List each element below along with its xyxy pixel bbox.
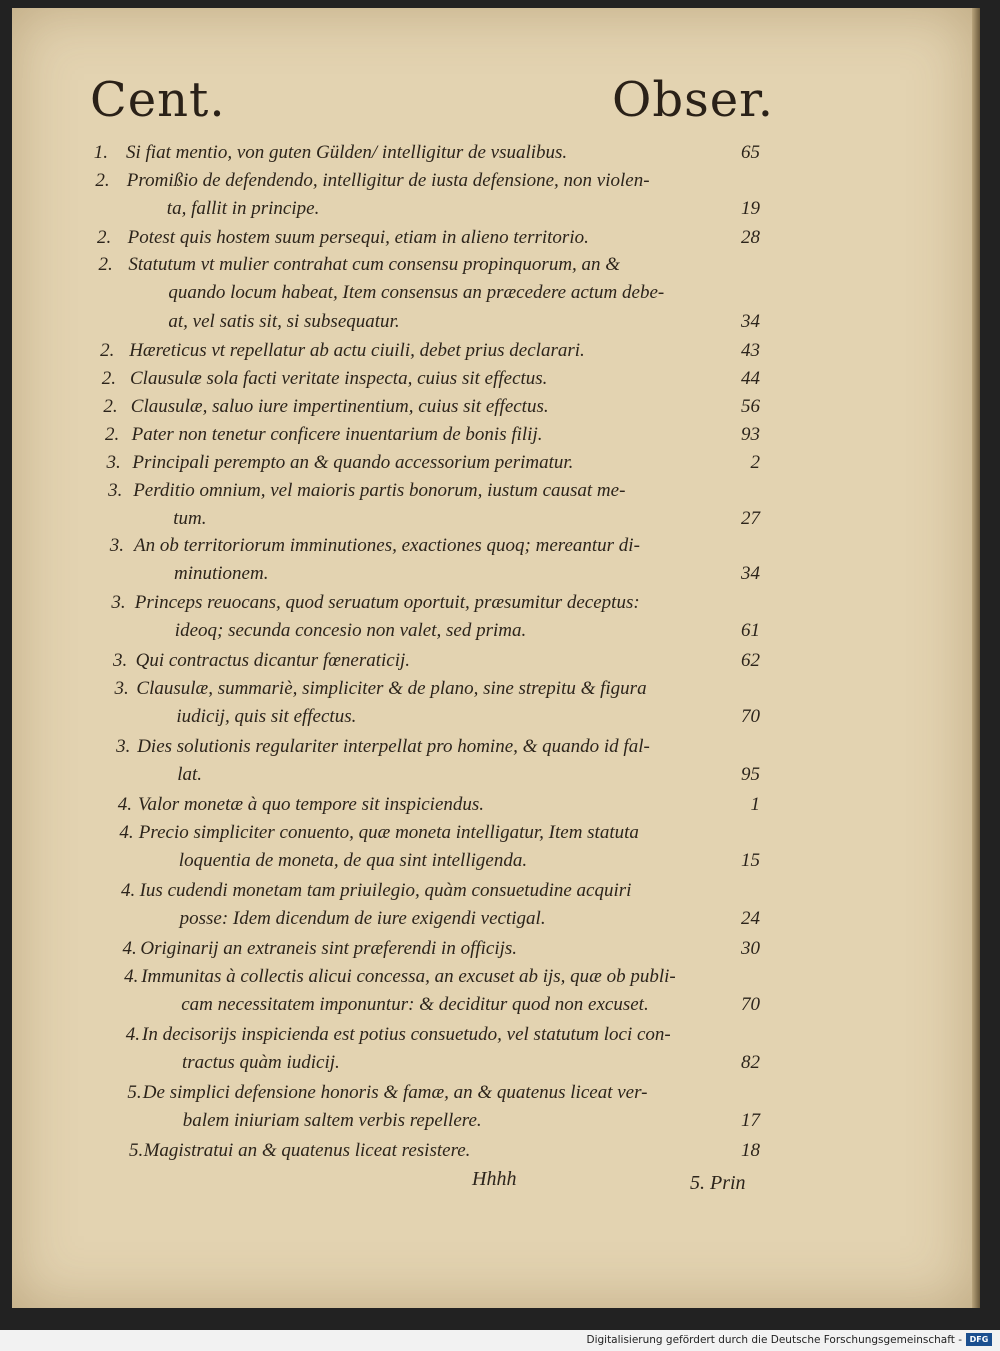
footer-bar	[0, 1330, 1000, 1351]
entry-page-number: 30	[741, 938, 760, 959]
entry-line	[0, 764, 1000, 793]
entry-text: Originarij an extraneis sint præferendi in officijs.	[140, 938, 518, 959]
index-entry	[0, 592, 1000, 649]
entry-text: iudicij, quis sit effectus.	[176, 706, 357, 727]
entry-line	[0, 736, 1000, 764]
index-entry	[0, 452, 1000, 480]
entry-line	[0, 480, 1000, 508]
entry-text: tum.	[173, 508, 207, 529]
index-entry	[0, 340, 1000, 368]
entry-line	[0, 620, 1000, 649]
index-entry	[0, 880, 1000, 937]
entry-line	[0, 254, 1000, 282]
entry-line	[0, 170, 1000, 198]
index-entry	[0, 736, 1000, 793]
entry-number: 3.	[116, 736, 131, 757]
entry-text: Promißio de defendendo, intelligitur de iusta defensione, non violen-	[126, 170, 650, 191]
entry-text: Clausulæ, saluo iure impertinentium, cuius sit effectus.	[130, 396, 549, 417]
entry-number: 2.	[98, 254, 113, 275]
catchword: 5. Prin	[690, 1172, 746, 1194]
index-entry	[0, 822, 1000, 879]
entry-line	[0, 1110, 1000, 1139]
index-entry	[0, 1082, 1000, 1139]
entry-line	[0, 1052, 1000, 1081]
entry-page-number: 28	[741, 227, 760, 248]
entry-text: balem iniuriam saltem verbis repellere.	[182, 1110, 482, 1131]
entry-text: Hæreticus vt repellatur ab actu ciuili, debet prius declarari.	[129, 340, 585, 361]
entry-line	[0, 994, 1000, 1023]
entry-text: tractus quàm iudicij.	[182, 1052, 340, 1073]
entry-line	[0, 908, 1000, 937]
entry-page-number: 62	[741, 650, 760, 671]
entry-number: 4.	[122, 938, 137, 959]
entry-text: Immunitas à collectis alicui concessa, an excuset ab ijs, quæ ob publi-	[141, 966, 676, 987]
index-entry	[0, 480, 1000, 537]
entry-page-number: 15	[741, 850, 760, 871]
entry-page-number: 65	[741, 142, 760, 163]
entry-text: Potest quis hostem suum persequi, etiam in alieno territorio.	[127, 227, 589, 248]
entry-number: 1.	[93, 142, 108, 163]
entry-line	[0, 508, 1000, 537]
entry-text: Statutum vt mulier contrahat cum consensu propinquorum, an &	[128, 254, 621, 275]
index-entry	[0, 1024, 1000, 1081]
entry-line	[0, 938, 1000, 966]
entry-number: 2.	[103, 396, 118, 417]
index-entry	[0, 396, 1000, 424]
entry-text: Pater non tenetur conficere inuentarium de bonis filij.	[131, 424, 543, 445]
entry-text: Precio simpliciter conuento, quæ moneta intelligatur, Item statuta	[138, 822, 639, 843]
entry-text: minutionem.	[174, 563, 269, 584]
entry-page-number: 95	[741, 764, 760, 785]
entry-text: posse: Idem dicendum de iure exigendi vectigal.	[179, 908, 546, 929]
entry-number: 2.	[95, 170, 110, 191]
entry-text: Perditio omnium, vel maioris partis bonorum, iustum causat me-	[133, 480, 626, 501]
entry-line	[0, 650, 1000, 678]
signature-mark: Hhhh	[472, 1168, 517, 1190]
entry-line	[0, 282, 1000, 311]
entry-page-number: 43	[741, 340, 760, 361]
entry-line	[0, 142, 1000, 170]
entry-line	[0, 1140, 1000, 1168]
index-entry	[0, 424, 1000, 452]
index-entry	[0, 254, 1000, 340]
entry-page-number: 2	[750, 452, 760, 473]
entry-line	[0, 227, 1000, 255]
entry-number: 3.	[111, 592, 126, 613]
entry-line	[0, 966, 1000, 994]
entry-line	[0, 1082, 1000, 1110]
entry-text: ideoq; secunda concesio non valet, sed prima.	[174, 620, 527, 641]
entry-number: 3.	[112, 650, 128, 671]
entry-text: In decisorijs inspicienda est potius consuetudo, vel statutum loci con-	[142, 1024, 671, 1045]
entry-line	[0, 1024, 1000, 1052]
entry-text: Qui contractus dicantur fœneraticij.	[135, 650, 411, 671]
entry-page-number: 34	[741, 563, 760, 584]
entry-number: 4.	[120, 880, 136, 901]
entry-page-number: 70	[741, 706, 760, 727]
index-entry	[0, 1140, 1000, 1168]
index-entry	[0, 794, 1000, 822]
entry-line	[0, 535, 1000, 563]
index-entry	[0, 535, 1000, 592]
entry-number: 4.	[119, 822, 134, 843]
entry-line	[0, 592, 1000, 620]
entry-number: 3.	[108, 480, 123, 501]
entry-page-number: 19	[741, 198, 760, 219]
entry-line	[0, 880, 1000, 908]
entry-number: 5.	[127, 1082, 142, 1103]
entry-page-number: 61	[741, 620, 760, 641]
index-entry	[0, 170, 1000, 227]
entry-text: loquentia de moneta, de qua sint intelligenda.	[178, 850, 528, 871]
entry-number: 4.	[125, 1024, 140, 1045]
entry-text: ta, fallit in principe.	[166, 198, 320, 219]
entry-line	[0, 563, 1000, 592]
entry-text: Dies solutionis regulariter interpellat pro homine, & quando id fal-	[137, 736, 650, 757]
entry-number: 2.	[101, 368, 116, 389]
entry-page-number: 44	[741, 368, 760, 389]
footer-credit: Digitalisierung gefördert durch die Deutsche Forschungsgemeinschaft -	[586, 1334, 962, 1346]
entry-line	[0, 822, 1000, 850]
entry-number: 3.	[114, 678, 129, 699]
entry-text: Magistratui an & quatenus liceat resistere.	[143, 1140, 471, 1161]
entry-line	[0, 396, 1000, 424]
entry-page-number: 27	[741, 508, 760, 529]
entry-page-number: 1	[750, 794, 760, 815]
entry-line	[0, 794, 1000, 822]
entry-text: An ob territoriorum imminutiones, exactiones quoq; mereantur di-	[134, 535, 640, 556]
entry-number: 2.	[104, 424, 120, 445]
entry-page-number: 17	[741, 1110, 760, 1131]
running-head-right: Obser.	[612, 72, 775, 128]
entry-text: Principali perempto an & quando accessorium perimatur.	[132, 452, 574, 473]
entry-line	[0, 198, 1000, 227]
index-entry	[0, 678, 1000, 735]
entry-number: 2.	[100, 340, 115, 361]
entry-text: Ius cudendi monetam tam priuilegio, quàm consuetudine acquiri	[139, 880, 632, 901]
index-entry	[0, 966, 1000, 1023]
index-entry	[0, 227, 1000, 255]
entry-page-number: 70	[741, 994, 760, 1015]
entry-text: at, vel satis sit, si subsequatur.	[168, 311, 400, 332]
entry-line	[0, 452, 1000, 480]
entry-number: 4.	[124, 966, 139, 987]
dfg-logo[interactable]: DFG	[966, 1333, 992, 1346]
entry-text: Clausulæ, summariè, simpliciter & de plano, sine strepitu & figura	[136, 678, 647, 699]
entry-page-number: 93	[741, 424, 760, 445]
entry-page-number: 56	[741, 396, 760, 417]
entry-line	[0, 706, 1000, 735]
entry-page-number: 82	[741, 1052, 760, 1073]
entry-line	[0, 678, 1000, 706]
entry-text: quando locum habeat, Item consensus an præcedere actum debe-	[168, 282, 665, 303]
entry-text: De simplici defensione honoris & famæ, an & quatenus liceat ver-	[142, 1082, 648, 1103]
index-entry	[0, 368, 1000, 396]
entry-line	[0, 368, 1000, 396]
entry-text: Princeps reuocans, quod seruatum oportuit, præsumitur deceptus:	[134, 592, 640, 613]
index-entry	[0, 650, 1000, 678]
entry-line	[0, 311, 1000, 340]
entry-text: lat.	[177, 764, 202, 785]
running-head-left: Cent.	[90, 72, 226, 128]
entry-page-number: 34	[741, 311, 760, 332]
index-entry	[0, 938, 1000, 966]
entry-text: Clausulæ sola facti veritate inspecta, cuius sit effectus.	[130, 368, 548, 389]
entry-number: 4.	[117, 794, 132, 815]
entry-number: 5.	[128, 1140, 144, 1161]
index-entry	[0, 142, 1000, 170]
entry-line	[0, 424, 1000, 452]
entry-line	[0, 340, 1000, 368]
entry-text: cam necessitatem imponuntur: & deciditur quod non excuset.	[181, 994, 649, 1015]
entry-number: 2.	[96, 227, 112, 248]
entry-text: Valor monetæ à quo tempore sit inspiciendus.	[138, 794, 485, 815]
entry-number: 3.	[109, 535, 124, 556]
entry-text: Si fiat mentio, von guten Gülden/ intelligitur de vsualibus.	[126, 142, 568, 163]
entry-line	[0, 850, 1000, 879]
entry-page-number: 18	[741, 1140, 760, 1161]
entry-page-number: 24	[741, 908, 760, 929]
entry-number: 3.	[106, 452, 121, 473]
